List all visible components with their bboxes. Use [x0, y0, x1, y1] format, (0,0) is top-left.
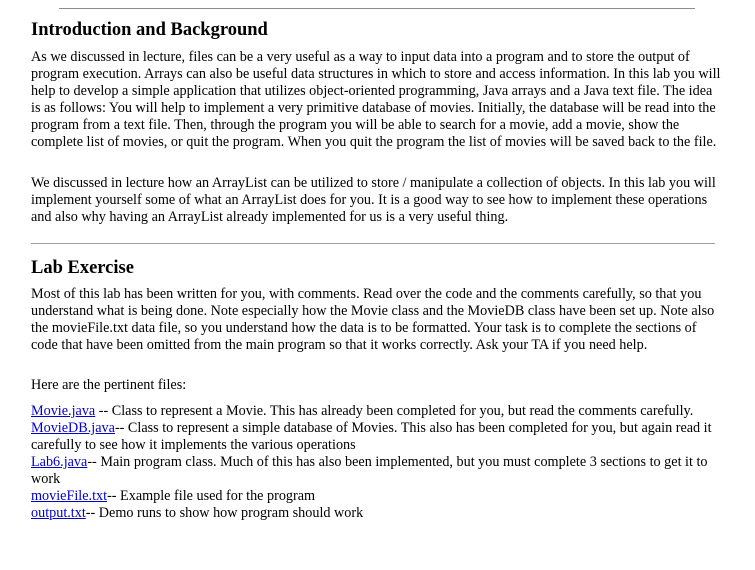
file-list — [31, 403, 721, 522]
moviefile-txt-link[interactable]: movieFile.txt — [31, 488, 108, 504]
movie-java-link[interactable]: Movie.java — [31, 403, 96, 419]
file-description: -- Class to represent a simple database of Movies. This also has been completed for you, but again read it carefully to see how it implements the various operations — [31, 420, 712, 453]
files-intro: Here are the pertinent files: — [31, 377, 187, 393]
intro-paragraph-2: We discussed in lecture how an ArrayList can be utilized to store / manipulate a collection of objects. In this lab you will implement yourself some of what an ArrayList does for you. It is a good way to see how to implement these operations and also why having an ArrayList already implemented for us is a very useful thing. — [31, 175, 716, 225]
lab-heading: Lab Exercise — [31, 258, 134, 278]
lab6-java-link[interactable]: Lab6.java — [31, 454, 88, 470]
file-description: -- Example file used for the program — [107, 488, 316, 504]
top-divider — [59, 8, 695, 9]
list-item — [31, 454, 721, 488]
file-description: -- Main program class. Much of this has also been implemented, but you must complete 3 sections to get it to work — [31, 454, 708, 487]
output-txt-link[interactable]: output.txt — [31, 505, 86, 521]
section-divider — [31, 243, 715, 244]
lab-paragraph: Most of this lab has been written for you, with comments. Read over the code and the comments carefully, so that you understand what is being done. Note especially how the Movie class and the MovieDB class have been set up. Note also the movieFile.txt data file, so you understand how the data is to be formatted. Your task is to complete the sections of code that have been omitted from the main program so that it works correctly. Ask your TA if you need help. — [31, 286, 715, 353]
intro-paragraph-1: As we discussed in lecture, files can be a very useful as a way to input data into a program and to store the output of program execution. Arrays can also be useful data structures in which to store and access information. In this lab you will help to develop a simple application that utilizes object-oriented programming, Java arrays and a Java text file. The idea is as follows: You will help to implement a very primitive database of movies. Initially, the database will be read into the program from a text file. Then, through the program you will be able to search for a movie, add a movie, show the complete list of movies, or quit the program. When you quit the program the list of movies will be saved back to the file. — [31, 49, 721, 150]
file-description: -- Class to represent a Movie. This has already been completed for you, but read the comments carefully. — [95, 403, 694, 419]
intro-heading: Introduction and Background — [31, 20, 268, 40]
list-item — [31, 505, 721, 522]
list-item — [31, 488, 721, 505]
file-description: -- Demo runs to show how program should work — [85, 505, 364, 521]
list-item — [31, 420, 721, 454]
moviedb-java-link[interactable]: MovieDB.java — [31, 420, 115, 436]
list-item — [31, 403, 721, 420]
